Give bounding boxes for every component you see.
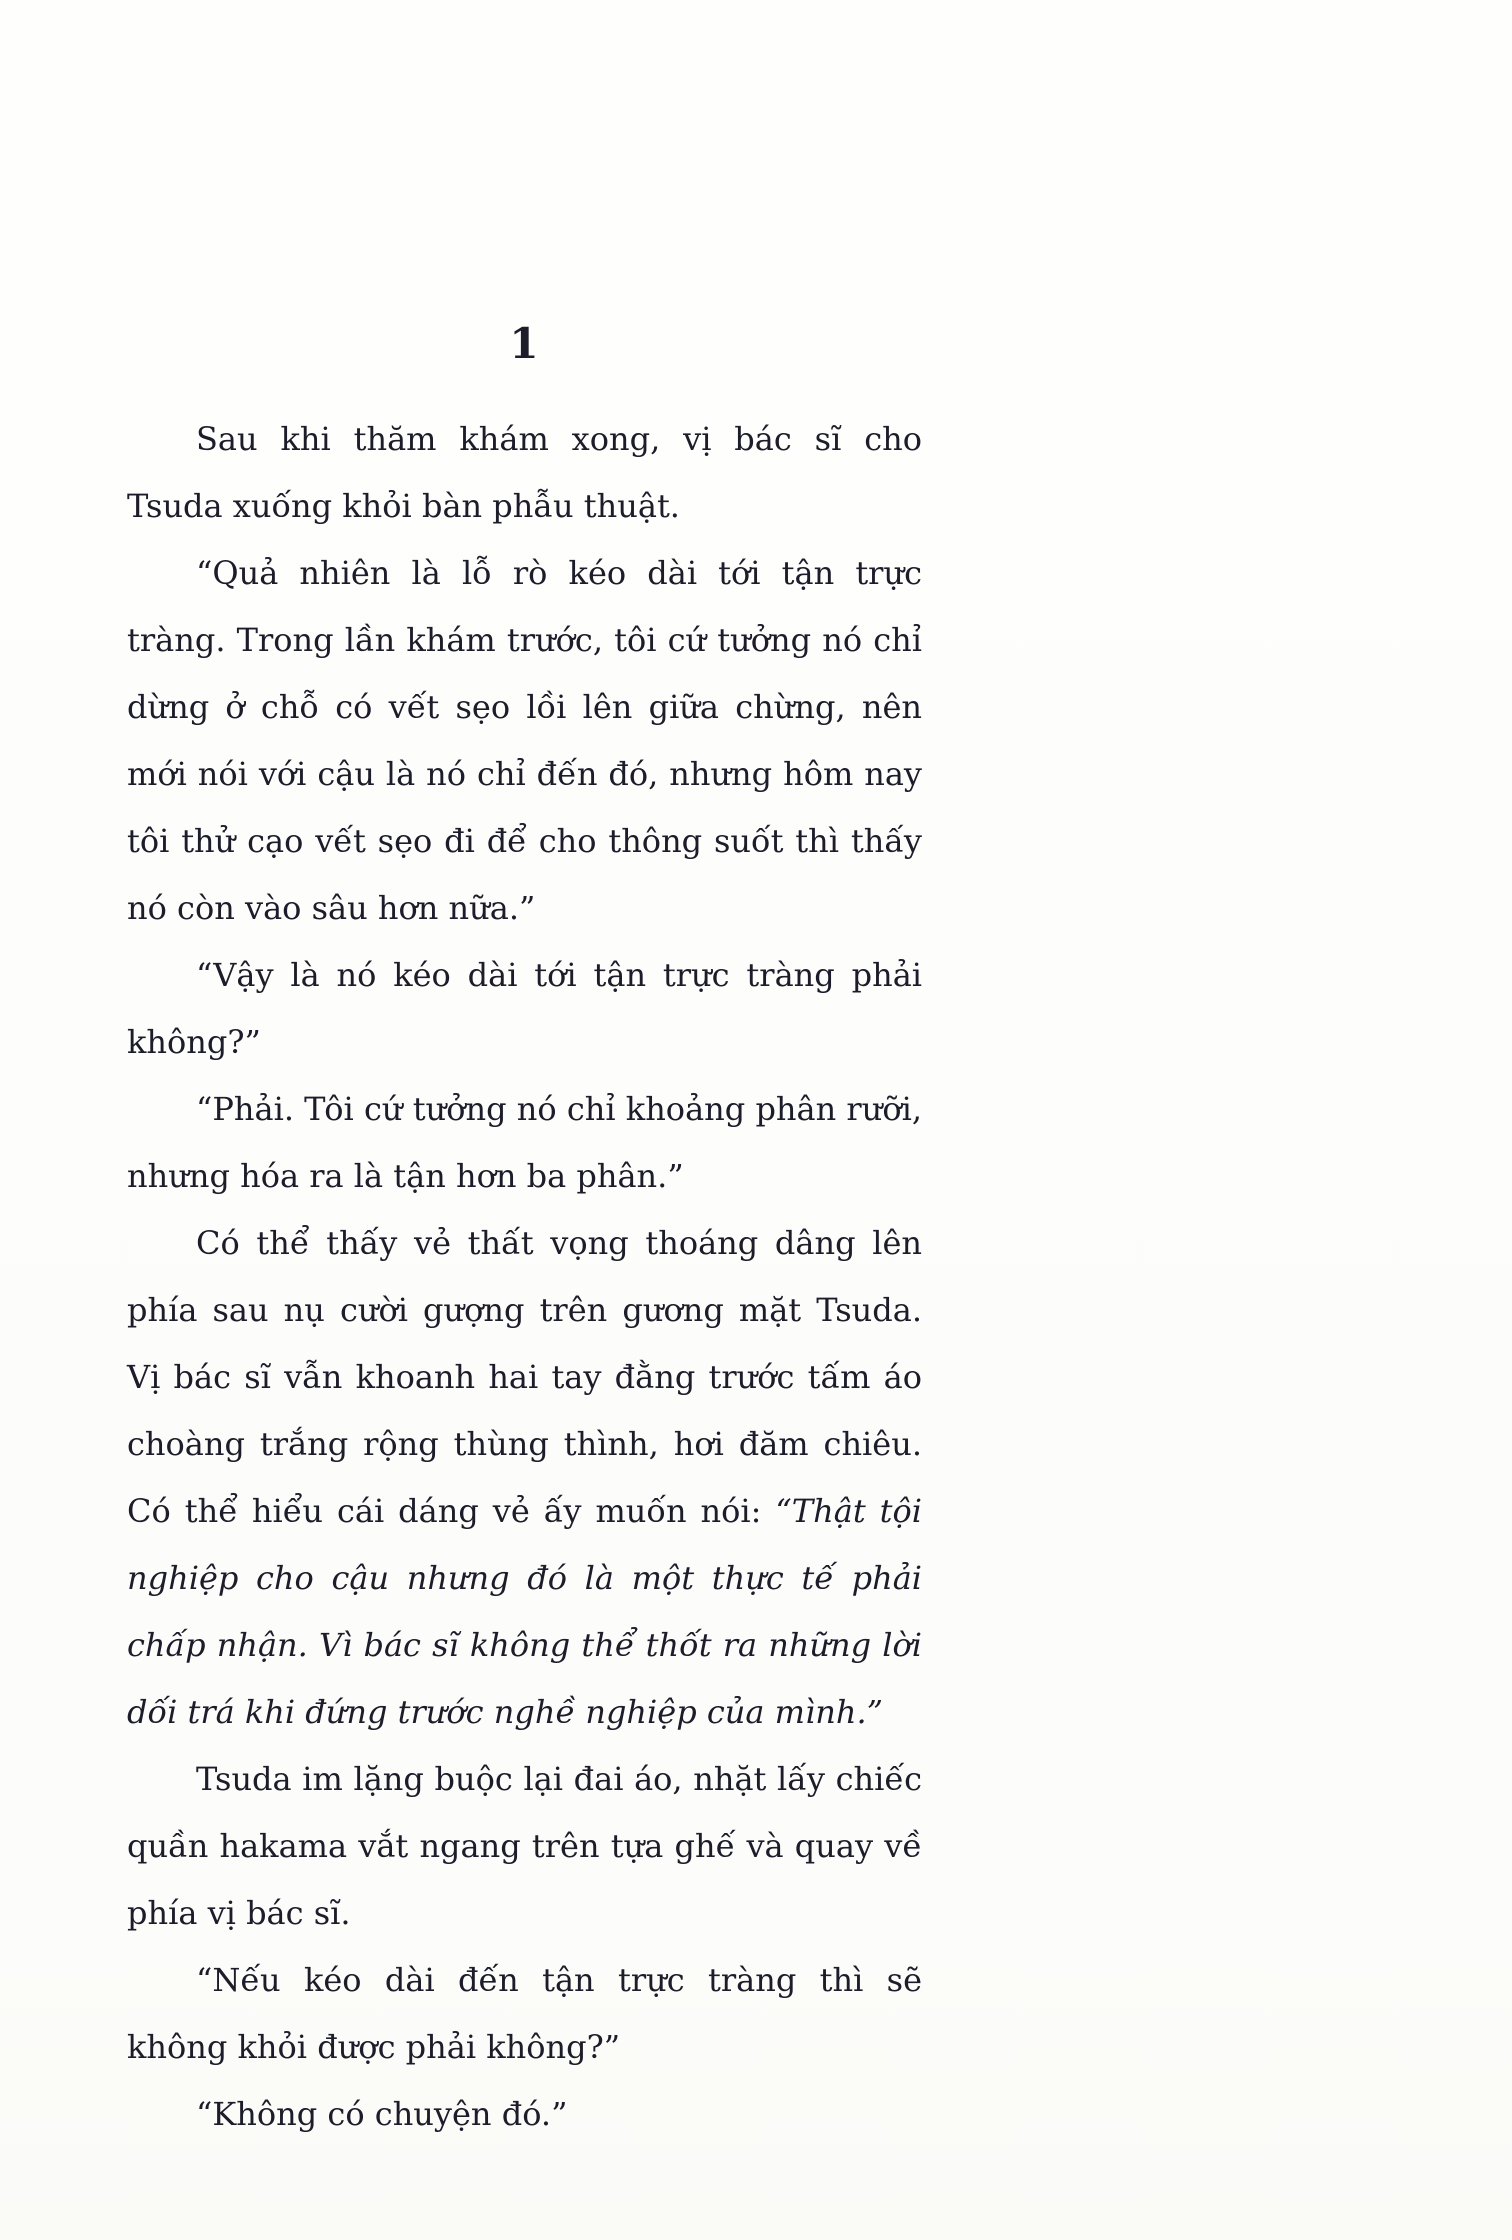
- paragraph-7: “Nếu kéo dài đến tận trực tràng thì sẽ không khỏi được phải không?”: [127, 1961, 922, 2066]
- paragraph-3: “Vậy là nó kéo dài tới tận trực tràng phải không?”: [127, 956, 922, 1061]
- paragraph-1: Sau khi thăm khám xong, vị bác sĩ cho Tsuda xuống khỏi bàn phẫu thuật.: [127, 420, 922, 525]
- chapter-number: 1: [509, 319, 540, 368]
- paragraph-2: “Quả nhiên là lỗ rò kéo dài tới tận trực tràng. Trong lần khám trước, tôi cứ tưởng nó chỉ dừng ở chỗ có vết sẹo lồi lên giữa chừng, nên mới nói với cậu là nó chỉ đến đó, nhưng hôm nay tôi thử cạo vết sẹo đi để cho thông suốt thì thấy nó còn vào sâu hơn nữa.”: [127, 554, 922, 927]
- text-block: [127, 318, 922, 2148]
- paragraph-8: “Không có chuyện đó.”: [196, 2095, 568, 2133]
- paragraph-5-normal-text: Có thể thấy vẻ thất vọng thoáng dâng lên phía sau nụ cười gượng trên gương mặt Tsuda. Vị bác sĩ vẫn khoanh hai tay đằng trước tấm áo choàng trắng rộng thùng thình, hơi đăm chiêu. Có thể hiểu cái dáng vẻ ấy muốn nói:: [127, 1224, 922, 1530]
- paragraph-4: “Phải. Tôi cứ tưởng nó chỉ khoảng phân rưỡi, nhưng hóa ra là tận hơn ba phân.”: [127, 1090, 922, 1195]
- paragraph-5-italic-text: “Thật tội nghiệp cho cậu nhưng đó là một thực tế phải chấp nhận. Vì bác sĩ không thể thốt ra những lời dối trá khi đứng trước nghề nghiệp của mình.”: [127, 1492, 923, 1731]
- paragraph-5: [127, 1210, 922, 1746]
- paragraph-6: Tsuda im lặng buộc lại đai áo, nhặt lấy chiếc quần hakama vắt ngang trên tựa ghế và quay về phía vị bác sĩ.: [127, 1760, 922, 1932]
